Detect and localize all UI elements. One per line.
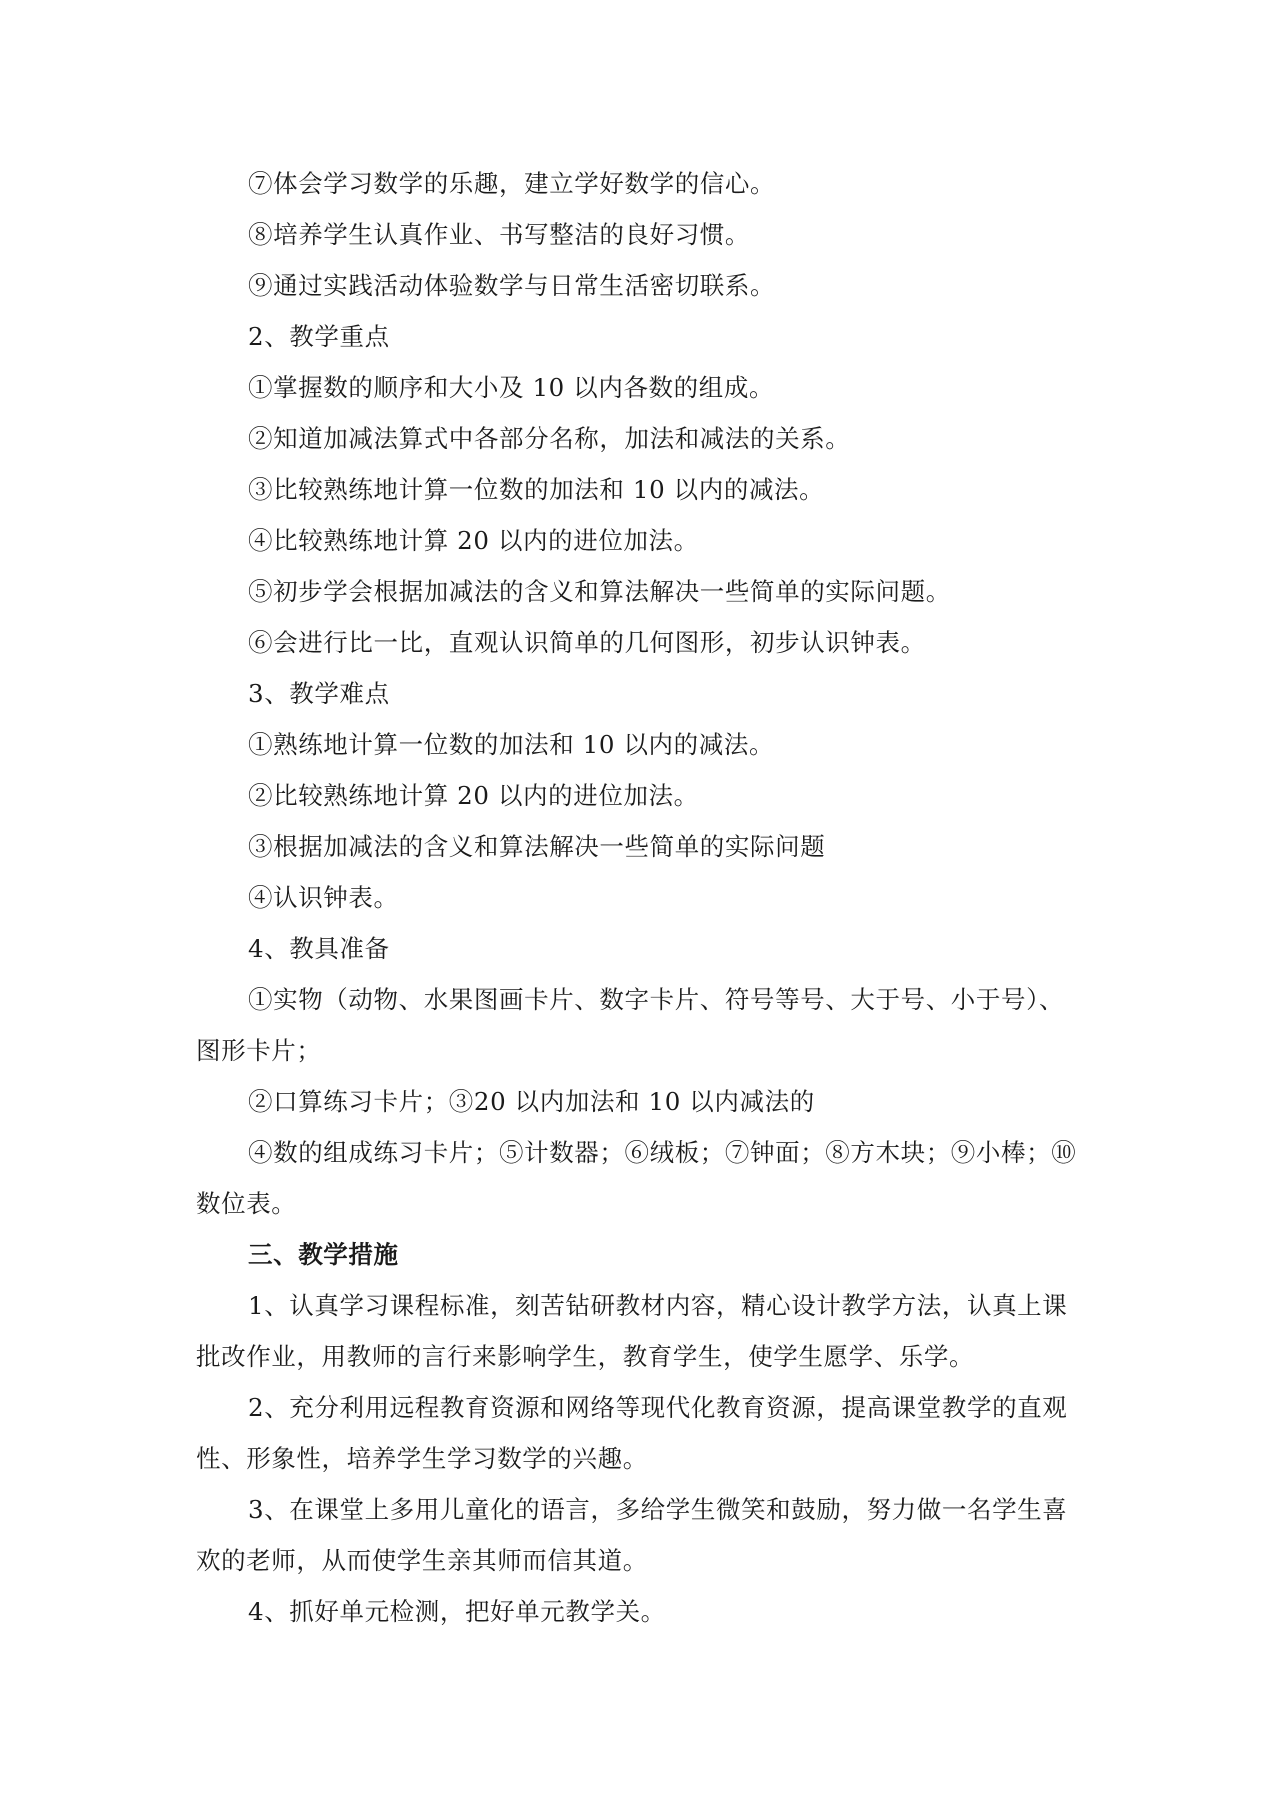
measure-item-1-cont: 批改作业，用教师的言行来影响学生，教育学生，使学生愿学、乐学。 xyxy=(196,1342,975,1371)
objective-item-7: ⑦体会学习数学的乐趣，建立学好数学的信心。 xyxy=(248,169,776,198)
teaching-aids-heading: 4、教具准备 xyxy=(248,934,390,963)
difficulty-item: ①熟练地计算一位数的加法和 10 以内的减法。 xyxy=(248,730,775,759)
measure-item-2: 2、充分利用远程教育资源和网络等现代化教育资源，提高课堂教学的直观 xyxy=(248,1393,1068,1422)
teaching-aid-item-3: ④数的组成练习卡片；⑤计数器；⑥绒板；⑦钟面；⑧方木块；⑨小棒；⑩ xyxy=(248,1138,1077,1167)
teaching-aid-item-2: ②口算练习卡片；③20 以内加法和 10 以内减法的 xyxy=(248,1087,815,1116)
key-point-item: ①掌握数的顺序和大小及 10 以内各数的组成。 xyxy=(248,373,775,402)
document-body xyxy=(196,158,1096,1637)
key-point-item: ⑥会进行比一比，直观认识简单的几何图形，初步认识钟表。 xyxy=(248,628,926,657)
difficulty-item: ④认识钟表。 xyxy=(248,883,399,912)
measure-item-4: 4、抓好单元检测，把好单元教学关。 xyxy=(248,1597,666,1626)
measure-item-1: 1、认真学习课程标准，刻苦钻研教材内容，精心设计教学方法，认真上课 xyxy=(248,1291,1068,1320)
key-points-heading: 2、教学重点 xyxy=(248,322,390,351)
difficulty-item: ②比较熟练地计算 20 以内的进位加法。 xyxy=(248,781,699,810)
difficulty-item: ③根据加减法的含义和算法解决一些简单的实际问题 xyxy=(248,832,826,861)
measure-item-3-cont: 欢的老师，从而使学生亲其师而信其道。 xyxy=(196,1546,648,1575)
teaching-aid-item-3-cont: 数位表。 xyxy=(196,1189,297,1218)
measure-item-2-cont: 性、形象性，培养学生学习数学的兴趣。 xyxy=(196,1444,648,1473)
measure-item-3: 3、在课堂上多用儿童化的语言，多给学生微笑和鼓励，努力做一名学生喜 xyxy=(248,1495,1068,1524)
teaching-aid-item-1: ①实物（动物、水果图画卡片、数字卡片、符号等号、大于号、小于号）、 xyxy=(248,985,1065,1014)
key-point-item: ②知道加减法算式中各部分名称，加法和减法的关系。 xyxy=(248,424,851,453)
key-point-item: ⑤初步学会根据加减法的含义和算法解决一些简单的实际问题。 xyxy=(248,577,951,606)
teaching-aid-item-1-cont: 图形卡片； xyxy=(196,1036,322,1065)
difficulties-heading: 3、教学难点 xyxy=(248,679,390,708)
objective-item-8: ⑧培养学生认真作业、书写整洁的良好习惯。 xyxy=(248,220,750,249)
measures-heading: 三、教学措施 xyxy=(248,1240,399,1269)
key-point-item: ④比较熟练地计算 20 以内的进位加法。 xyxy=(248,526,699,555)
key-point-item: ③比较熟练地计算一位数的加法和 10 以内的减法。 xyxy=(248,475,825,504)
objective-item-9: ⑨通过实践活动体验数学与日常生活密切联系。 xyxy=(248,271,776,300)
